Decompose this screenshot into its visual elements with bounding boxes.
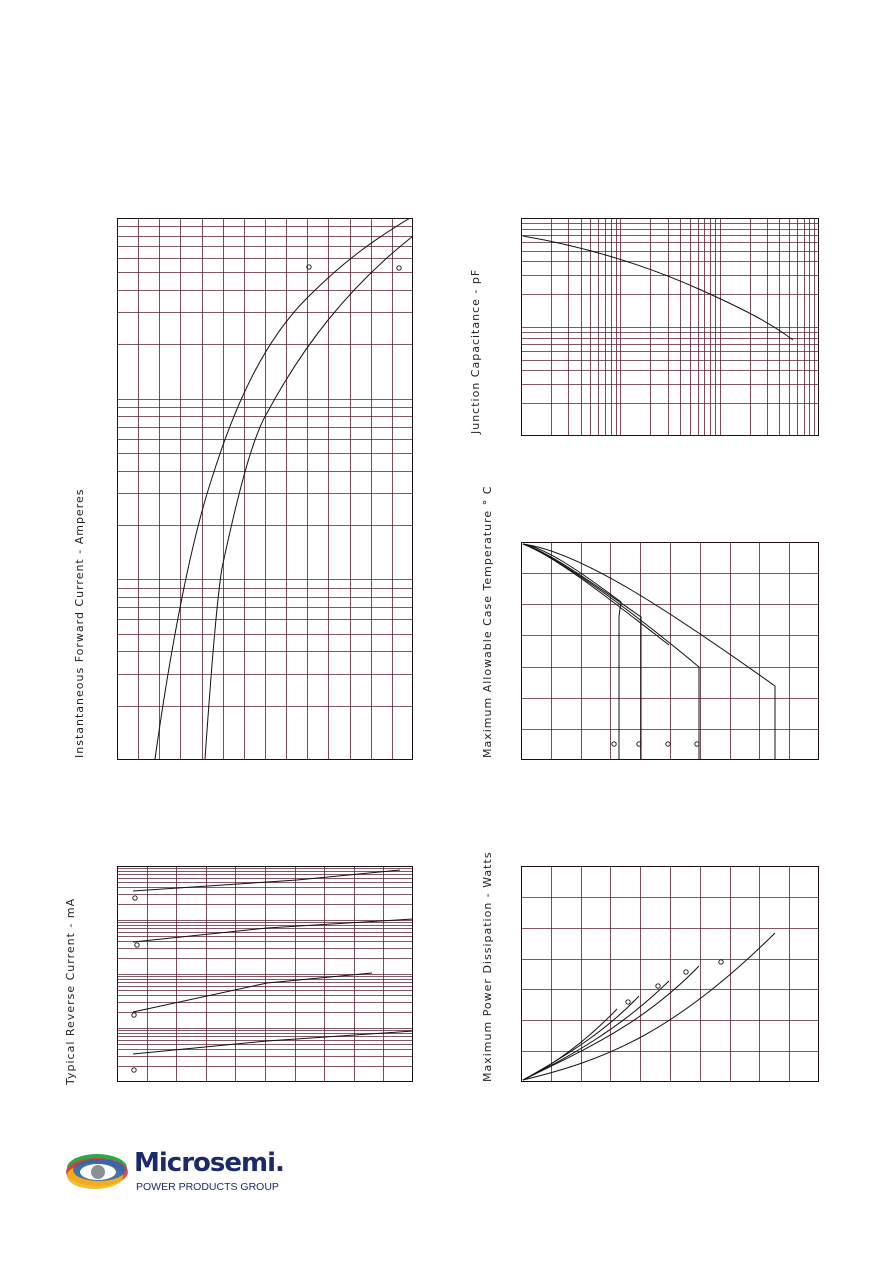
power-curve-3 bbox=[523, 981, 669, 1080]
junction-capacitance-chart bbox=[521, 218, 819, 436]
curve-marker bbox=[135, 943, 139, 947]
curve-marker bbox=[684, 970, 688, 974]
chart-frame bbox=[522, 543, 819, 760]
curve-marker bbox=[656, 984, 660, 988]
power-curve-4 bbox=[523, 966, 699, 1080]
power-dissipation-chart bbox=[521, 866, 819, 1082]
curve-marker bbox=[133, 896, 137, 900]
microsemi-logo bbox=[64, 1146, 284, 1198]
chart-frame bbox=[118, 219, 413, 760]
reverse-current-chart bbox=[117, 866, 413, 1082]
reverse-curve-3 bbox=[133, 973, 372, 1012]
junction-capacitance-ylabel: Junction Capacitance - pF bbox=[469, 268, 482, 434]
curve-marker bbox=[397, 266, 401, 270]
curve-marker bbox=[612, 742, 616, 746]
reverse-current-ylabel: Typical Reverse Current - mA bbox=[64, 897, 77, 1085]
curve-marker bbox=[719, 960, 723, 964]
case-temperature-chart bbox=[521, 542, 819, 760]
forward-curve-2 bbox=[205, 236, 413, 759]
logo-subtitle: POWER PRODUCTS GROUP bbox=[136, 1181, 279, 1193]
power-curve-2 bbox=[523, 996, 639, 1080]
power-dissipation-ylabel: Maximum Power Dissipation - Watts bbox=[481, 851, 494, 1082]
chart-frame bbox=[522, 867, 819, 1082]
forward-current-ylabel: Instantaneous Forward Current - Amperes bbox=[73, 488, 86, 758]
temperature-curve-3 bbox=[523, 544, 669, 645]
microsemi-logo-mark-icon bbox=[64, 1146, 130, 1196]
forward-current-chart bbox=[117, 218, 413, 760]
temperature-curve-5 bbox=[523, 544, 775, 759]
curve-marker bbox=[626, 1000, 630, 1004]
curve-marker bbox=[666, 742, 670, 746]
temperature-curve-4 bbox=[523, 544, 699, 759]
curve-marker bbox=[132, 1013, 136, 1017]
curve-marker bbox=[132, 1068, 136, 1072]
case-temperature-ylabel: Maximum Allowable Case Temperature ° C bbox=[481, 485, 494, 758]
reverse-curve-4 bbox=[133, 1031, 413, 1054]
temperature-curve-2 bbox=[523, 544, 641, 759]
logo-wordmark: Microsemi. bbox=[134, 1148, 284, 1178]
power-curve-1 bbox=[523, 1009, 617, 1080]
